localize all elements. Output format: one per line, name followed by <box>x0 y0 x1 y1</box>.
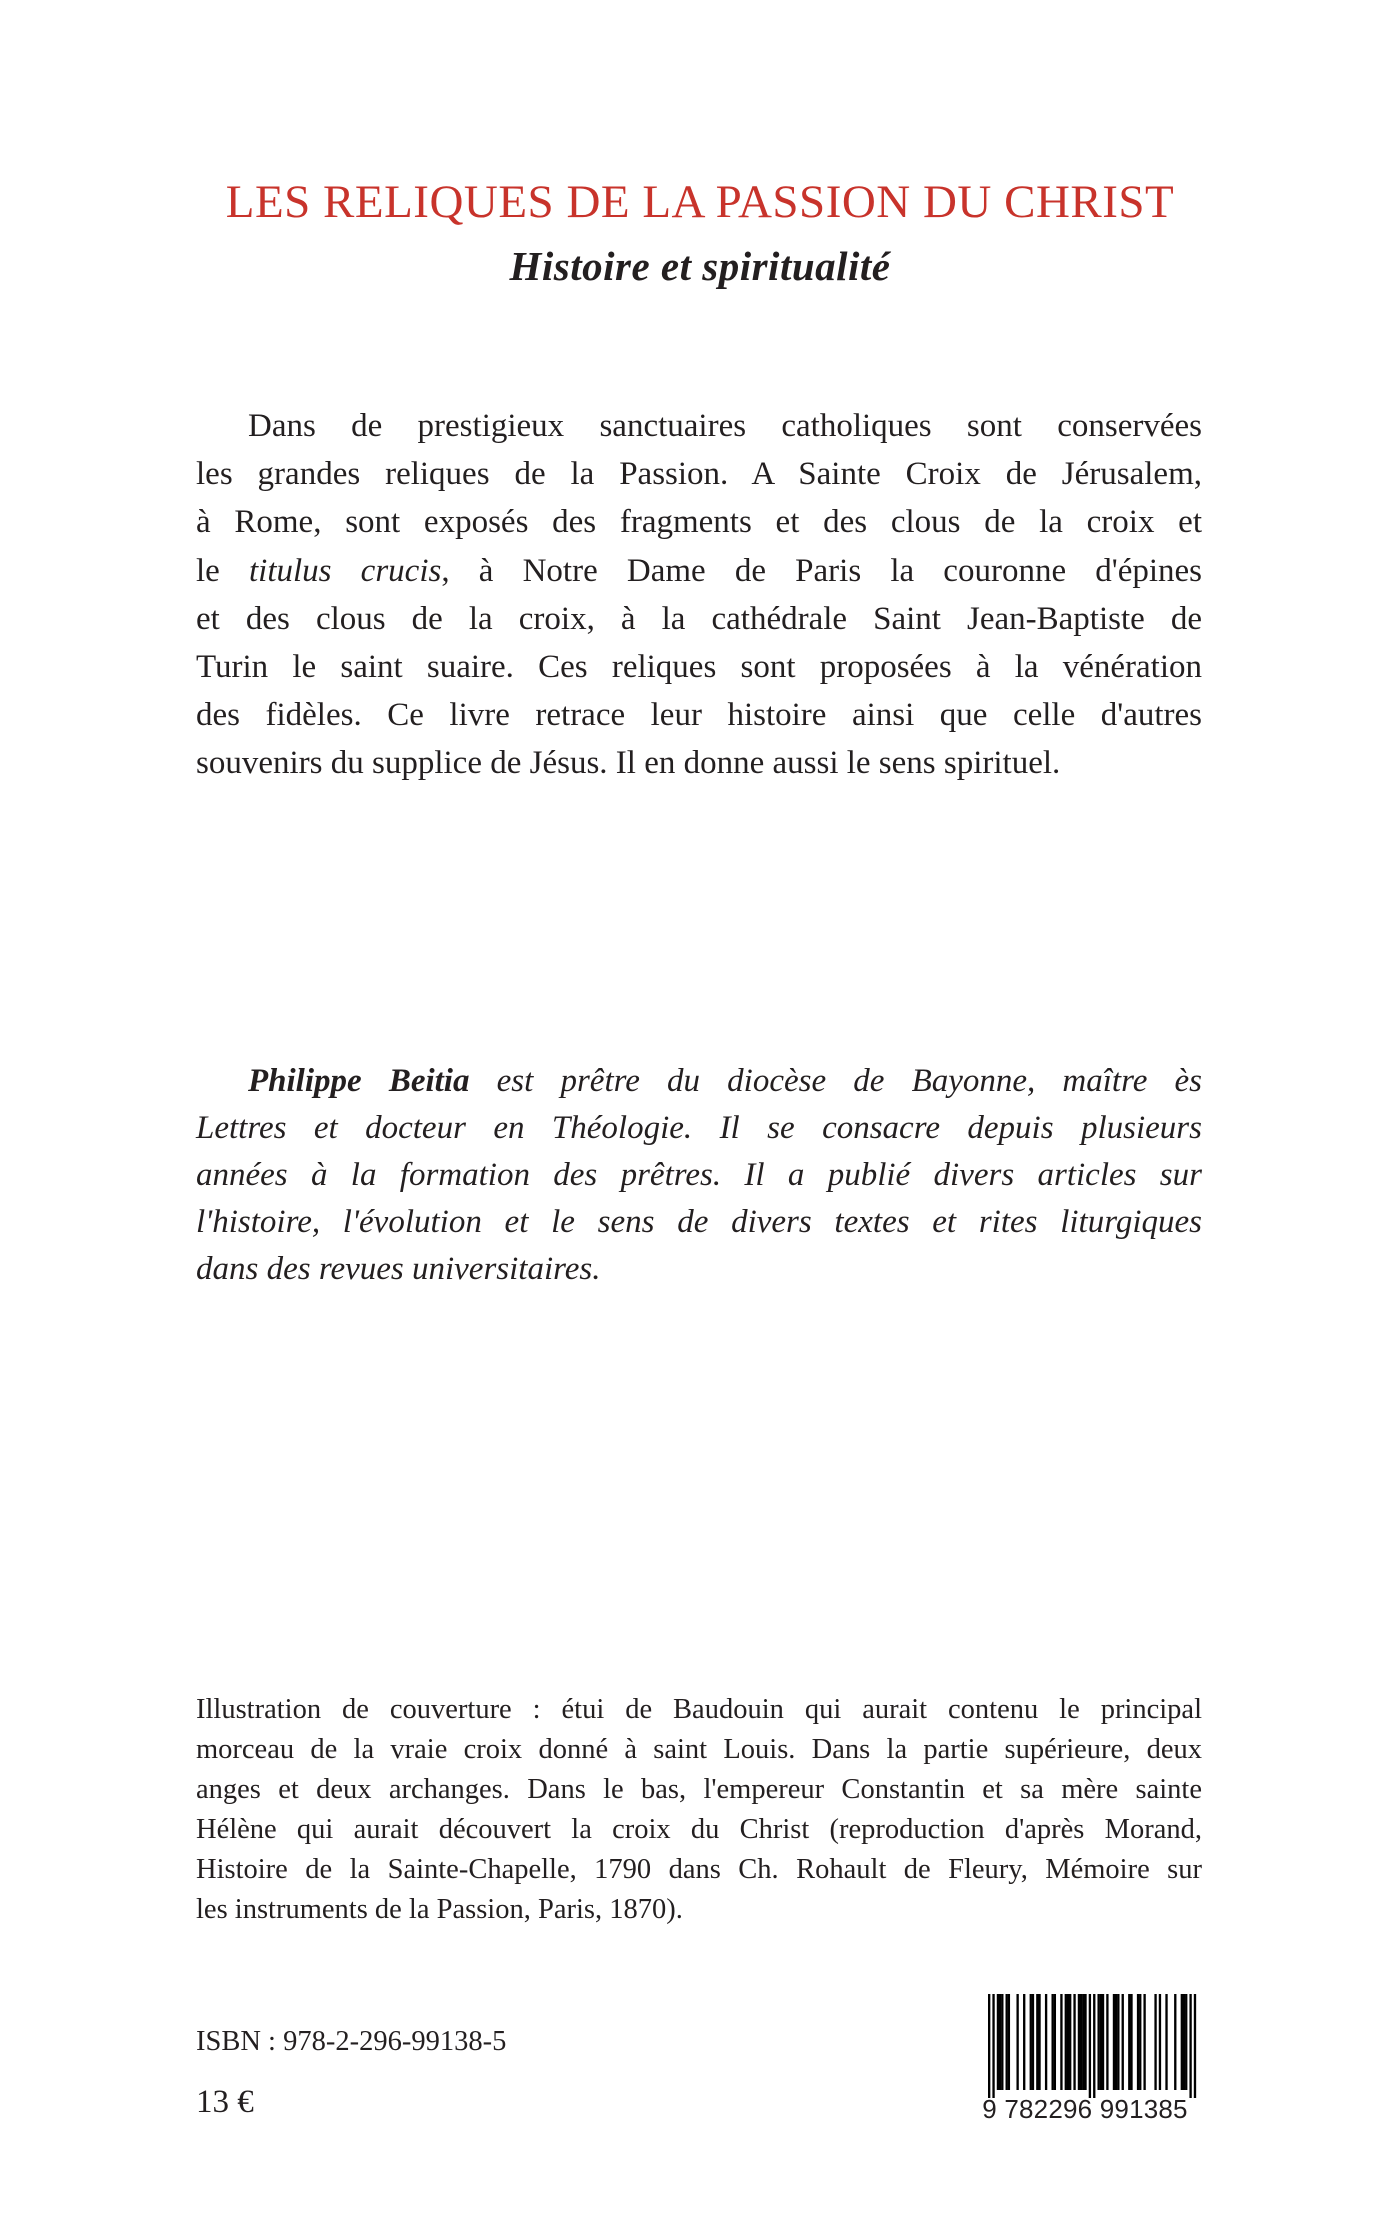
barcode-bar <box>1097 1994 1099 2090</box>
barcode-bar <box>997 1994 999 2090</box>
barcode-bar <box>1065 1994 1067 2090</box>
summary-line: Dans de prestigieux sanctuaires catholiques sont conservées <box>248 408 1202 444</box>
cover-illustration-credit <box>196 1690 1202 1930</box>
summary-line: Turin le saint suaire. Ces reliques sont proposées à la vénération <box>196 649 1202 686</box>
summary-line-titulus <box>196 547 1202 595</box>
barcode-bar <box>999 1994 1001 2090</box>
credit-line: les instruments de la Passion, Paris, 1870). <box>196 1894 683 1925</box>
barcode-bar <box>1089 1994 1091 2098</box>
author-bio-first: est prêtre du diocèse de Bayonne, maître ès <box>496 1063 1203 1099</box>
credit-line: Hélène qui aurait découvert la croix du Christ (reproduction d'après Morand, <box>196 1814 1202 1845</box>
barcode-bar <box>1113 1994 1115 2090</box>
barcode-bar <box>1154 1994 1156 2090</box>
author-bio-line: années à la formation des prêtres. Il a publié divers articles sur <box>196 1157 1202 1193</box>
barcode-bar <box>1185 1994 1187 2090</box>
credit-line: morceau de la vraie croix donné à saint Louis. Dans la partie supérieure, deux <box>196 1734 1202 1765</box>
barcode-bar <box>1128 1994 1130 2090</box>
barcode-bar <box>1032 1994 1034 2090</box>
barcode-bar <box>1189 1994 1191 2098</box>
summary-line: souvenirs du supplice de Jésus. Il en donne aussi le sens spirituel. <box>196 745 1061 782</box>
summary-comma: , <box>441 552 450 589</box>
barcode-bar <box>1100 1994 1102 2090</box>
barcode-bar <box>1143 1994 1145 2090</box>
author-name: Philippe Beitia <box>248 1063 470 1099</box>
ean13-barcode-icon <box>970 1994 1200 2098</box>
credit-line: anges et deux archanges. Dans le bas, l'empereur Constantin et sa mère sainte <box>196 1774 1202 1805</box>
barcode-bar <box>1030 1994 1032 2090</box>
price: 13 € <box>196 2084 254 2120</box>
book-title: LES RELIQUES DE LA PASSION DU CHRIST <box>225 176 1175 228</box>
barcode-bar <box>1069 1994 1071 2090</box>
author-bio-line: Lettres et docteur en Théologie. Il se consacre depuis plusieurs <box>196 1110 1202 1146</box>
barcode-bar <box>1078 1994 1080 2090</box>
barcode-bar <box>1194 1994 1196 2098</box>
barcode-bar <box>1093 1994 1095 2098</box>
credit-line: Histoire de la Sainte-Chapelle, 1790 dans Ch. Rohault de Fleury, Mémoire sur <box>196 1854 1202 1885</box>
barcode-bar <box>1106 1994 1108 2090</box>
barcode-bar <box>1174 1994 1176 2090</box>
barcode <box>970 1994 1200 2130</box>
barcode-bar <box>1082 1994 1084 2090</box>
barcode-bar <box>1159 1994 1161 2090</box>
barcode-bar <box>1165 1994 1167 2090</box>
barcode-bar <box>988 1994 990 2098</box>
summary-line-prefix: le <box>196 552 220 589</box>
author-bio-line <box>196 1058 1202 1105</box>
barcode-bar <box>1181 1994 1183 2090</box>
barcode-bar <box>1067 1994 1069 2090</box>
barcode-bar <box>1102 1994 1104 2090</box>
barcode-bar <box>1006 1994 1008 2090</box>
summary-line: et des clous de la croix, à la cathédrale Saint Jean-Baptiste de <box>196 600 1202 637</box>
barcode-bar <box>1073 1994 1075 2090</box>
summary-line-rest: à Notre Dame de Paris la couronne d'épines <box>478 552 1203 589</box>
barcode-bar <box>1122 1994 1124 2090</box>
barcode-bar <box>1080 1994 1082 2090</box>
barcode-bar <box>1051 1994 1053 2090</box>
barcode-bar <box>1038 1994 1040 2090</box>
barcode-bar <box>1054 1994 1056 2090</box>
isbn: ISBN : 978-2-296-99138-5 <box>196 2026 507 2057</box>
author-bio <box>196 1058 1202 1293</box>
barcode-bar <box>1084 1994 1086 2090</box>
summary-line: à Rome, sont exposés des fragments et des clous de la croix et <box>196 504 1202 541</box>
book-subtitle: Histoire et spiritualité <box>509 243 891 289</box>
author-bio-line: dans des revues universitaires. <box>196 1251 601 1287</box>
author-bio-line: l'histoire, l'évolution et le sens de divers textes et rites liturgiques <box>196 1204 1202 1240</box>
barcode-bar <box>1117 1994 1119 2090</box>
barcode-bar <box>1001 1994 1003 2090</box>
barcode-bar <box>1036 1994 1038 2090</box>
barcode-bar <box>992 1994 994 2098</box>
barcode-bar <box>1016 1994 1018 2090</box>
barcode-bar <box>1130 1994 1132 2090</box>
barcode-bar <box>1115 1994 1117 2090</box>
barcode-bar <box>1008 1994 1010 2090</box>
barcode-bar <box>1183 1994 1185 2090</box>
titulus-crucis-italic: titulus crucis <box>249 552 442 589</box>
barcode-bar <box>1139 1994 1141 2090</box>
barcode-digits: 9 782296 991385 <box>982 2094 1188 2124</box>
summary-paragraph <box>196 402 1202 788</box>
summary-line: les grandes reliques de la Passion. A Sainte Croix de Jérusalem, <box>196 456 1202 493</box>
barcode-bar <box>1023 1994 1025 2090</box>
barcode-bar <box>1060 1994 1062 2090</box>
barcode-bar <box>1137 1994 1139 2090</box>
credit-line: Illustration de couverture : étui de Baudouin qui aurait contenu le principal <box>196 1694 1202 1725</box>
summary-line: des fidèles. Ce livre retrace leur histoire ainsi que celle d'autres <box>196 697 1202 734</box>
barcode-bar <box>1045 1994 1047 2090</box>
